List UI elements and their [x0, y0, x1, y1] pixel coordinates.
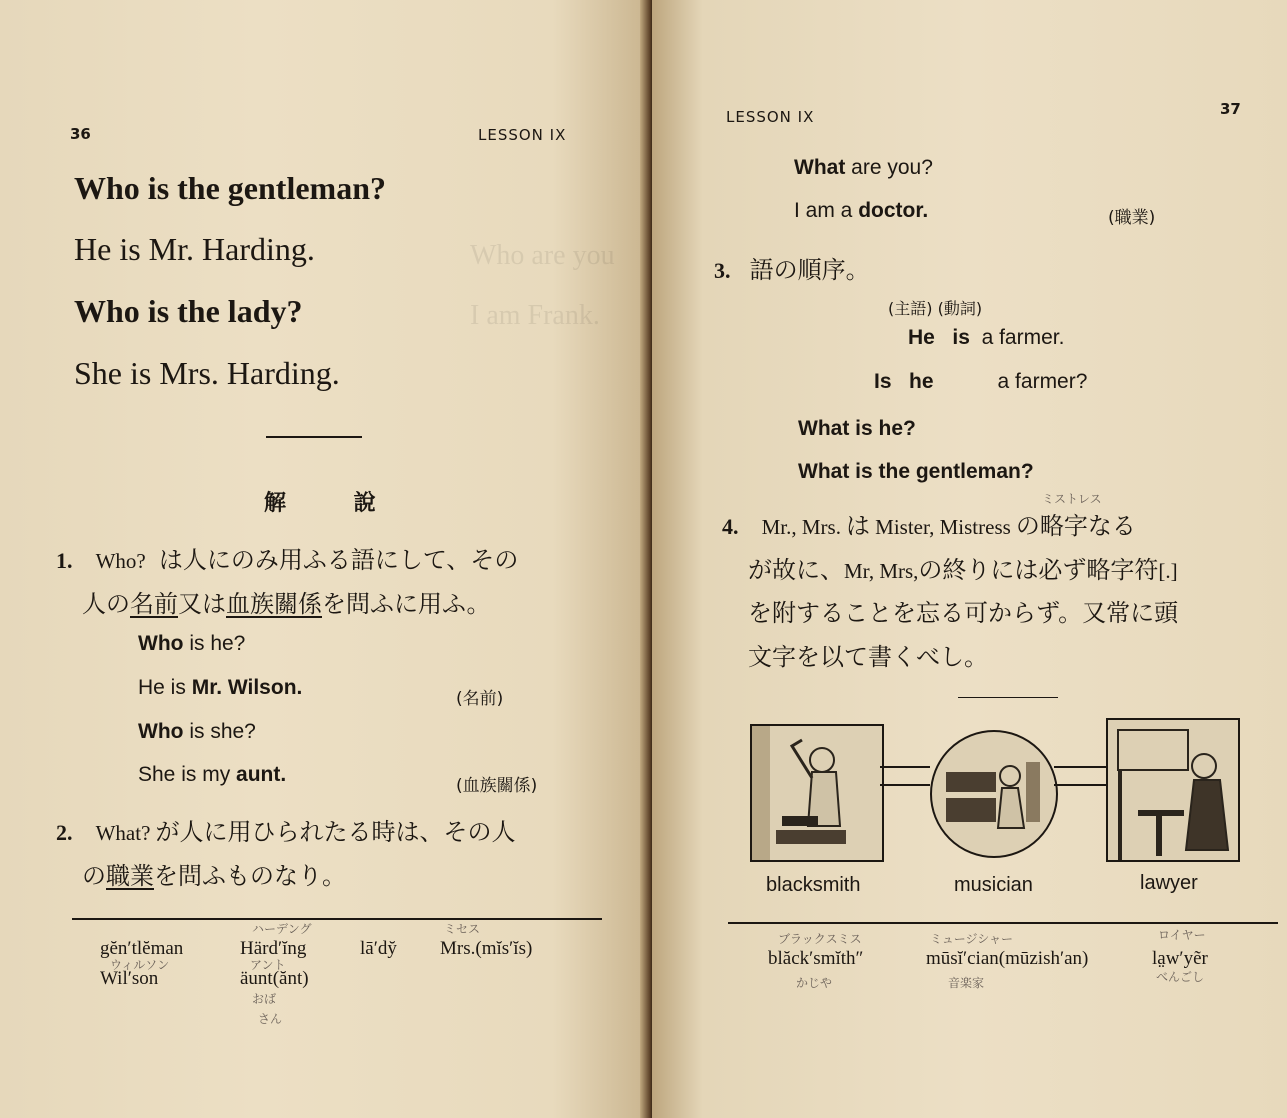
section-title: 解 說 — [264, 491, 376, 516]
note-text: Mr., Mrs. — [761, 515, 841, 539]
pronunciation-word: Mrs.(mĭs′ĭs) — [440, 938, 533, 959]
musician-drawing — [932, 732, 1056, 856]
pronunciation-word: la̤w′yẽr — [1152, 948, 1208, 969]
blacksmith-illustration — [750, 724, 884, 862]
example-line — [794, 156, 933, 180]
pronunciation-word: blăck′smĭth″ — [768, 948, 864, 969]
handwritten-note: さん — [258, 1012, 283, 1026]
dialogue-line: Who is the gentleman? — [74, 170, 386, 206]
example-bold: Mr. Wilson. — [191, 676, 303, 699]
dialogue-line: Who is the lady? — [74, 293, 303, 329]
lawyer-drawing — [1108, 720, 1238, 860]
example-text: are you? — [851, 156, 933, 179]
footnote-rule — [728, 922, 1278, 924]
category-tag: (名前) — [456, 689, 504, 709]
note-number: 3. — [714, 258, 731, 283]
handwritten-note: アント — [250, 958, 286, 972]
handwritten-note: ブラックスミス — [778, 932, 862, 946]
note-text: を問ふものなり。 — [154, 862, 346, 890]
example-bold: What — [794, 156, 846, 179]
example-line — [138, 763, 286, 787]
section-divider — [958, 697, 1058, 698]
musician-illustration — [930, 730, 1058, 858]
note-text: の終りには必ず略字符 — [918, 556, 1159, 584]
example-bold: He — [908, 326, 935, 349]
example-line — [908, 326, 1064, 350]
example-bold: is — [952, 326, 970, 349]
connector-bar — [880, 766, 930, 786]
note-text: は人にのみ用ふる語にして、その — [158, 546, 519, 574]
underlined-term: 名前 — [130, 590, 178, 618]
running-head: LESSON IX — [726, 108, 815, 126]
handwritten-note: ミセス — [444, 922, 481, 936]
show-through: Who are you — [470, 240, 615, 271]
underlined-term: 血族關係 — [226, 590, 322, 618]
example-bold: Who — [138, 720, 184, 743]
connector-bar — [1054, 766, 1106, 786]
note-1 — [56, 540, 518, 575]
handwritten-note: べんごし — [1156, 970, 1205, 984]
page-number: 36 — [70, 125, 91, 143]
note-text: が人に用ひられたる時は、その人 — [155, 818, 516, 846]
handwritten-note: かじや — [796, 976, 833, 990]
category-tag: (職業) — [1108, 208, 1156, 228]
underlined-term: 職業 — [106, 862, 154, 890]
right-page — [652, 0, 1287, 1118]
pronunciation-word: äunt(ănt) — [240, 968, 309, 989]
pronunciation-word: Wil′son — [100, 968, 159, 989]
note-text: Mister, Mistress — [875, 515, 1011, 539]
note-text: 又は — [178, 590, 226, 618]
pronunciation-word: Härd′ĭng — [240, 938, 307, 959]
grammar-labels: (主語) (動詞) — [888, 299, 983, 318]
example-line: What is he? — [798, 417, 916, 440]
dialogue-line: She is Mrs. Harding. — [74, 355, 340, 391]
note-text: は — [846, 512, 871, 540]
example-text: a farmer. — [981, 326, 1065, 349]
note-lead: What? — [95, 821, 151, 845]
handwritten-note: ウィルソン — [110, 958, 170, 972]
note-text: の — [82, 862, 106, 890]
note-4 — [722, 506, 1136, 541]
note-text: [.] — [1158, 559, 1178, 583]
section-divider — [266, 436, 362, 438]
handwritten-note: ロイヤー — [1158, 928, 1206, 942]
caption-lawyer: lawyer — [1140, 872, 1198, 894]
pronunciation-word: mūsĭ′cian(mūzish′an) — [926, 948, 1089, 969]
note-lead: Who? — [95, 549, 146, 573]
page-number: 37 — [1220, 100, 1241, 118]
note-2 — [56, 812, 515, 847]
note-2-line-2 — [82, 856, 346, 891]
handwritten-note: 音楽家 — [948, 976, 985, 990]
category-tag: (血族關係) — [456, 776, 538, 796]
handwritten-note: ハーデング — [252, 922, 312, 936]
example-text: a farmer? — [997, 370, 1088, 393]
example-bold: aunt. — [236, 763, 287, 786]
pronunciation-word: lā′dy̆ — [360, 938, 397, 959]
note-number: 4. — [722, 514, 739, 539]
example-line — [874, 370, 1087, 394]
handwritten-note: ミュージシャー — [930, 932, 1013, 946]
dialogue-line: He is Mr. Harding. — [74, 231, 315, 267]
handwritten-note: ミストレス — [1042, 492, 1102, 506]
example-line — [794, 199, 928, 223]
note-3 — [714, 250, 870, 285]
example-text: He is — [138, 676, 186, 699]
note-number: 2. — [56, 820, 73, 845]
note-text: の略字なる — [1015, 512, 1136, 540]
note-4-line-3: を附することを忘る可からず。又常に頭 — [748, 599, 1179, 627]
example-line — [138, 632, 245, 656]
note-text: が故に、 — [748, 556, 844, 584]
show-through: I am Frank. — [470, 300, 600, 331]
note-text: を問ふに用ふ。 — [322, 590, 491, 618]
example-line — [138, 720, 256, 744]
example-bold: Is — [874, 370, 892, 393]
example-text: I am a — [794, 199, 853, 222]
example-bold: Who — [138, 632, 184, 655]
caption-musician: musician — [954, 874, 1033, 896]
example-line — [138, 676, 302, 700]
handwritten-note: おば — [252, 992, 277, 1006]
example-text: is he? — [189, 632, 246, 655]
note-4-line-2 — [748, 550, 1178, 585]
pronunciation-word: gĕn′tlĕman — [100, 938, 184, 959]
note-text: 人の — [82, 590, 130, 618]
example-text: is she? — [189, 720, 256, 743]
note-title: 語の順序。 — [749, 256, 870, 284]
example-bold: doctor. — [858, 199, 929, 222]
example-text: She is my — [138, 763, 231, 786]
caption-blacksmith: blacksmith — [766, 874, 861, 896]
note-text: Mr, Mrs, — [844, 559, 919, 583]
note-1-line-2 — [82, 584, 490, 619]
note-4-line-4: 文字を以て書くべし。 — [748, 643, 988, 671]
note-number: 1. — [56, 548, 73, 573]
footnote-rule — [72, 918, 602, 920]
running-head: LESSON IX — [478, 126, 567, 144]
example-line: What is the gentleman? — [798, 460, 1034, 483]
blacksmith-drawing — [752, 726, 882, 860]
lawyer-illustration — [1106, 718, 1240, 862]
example-bold: he — [909, 370, 934, 393]
